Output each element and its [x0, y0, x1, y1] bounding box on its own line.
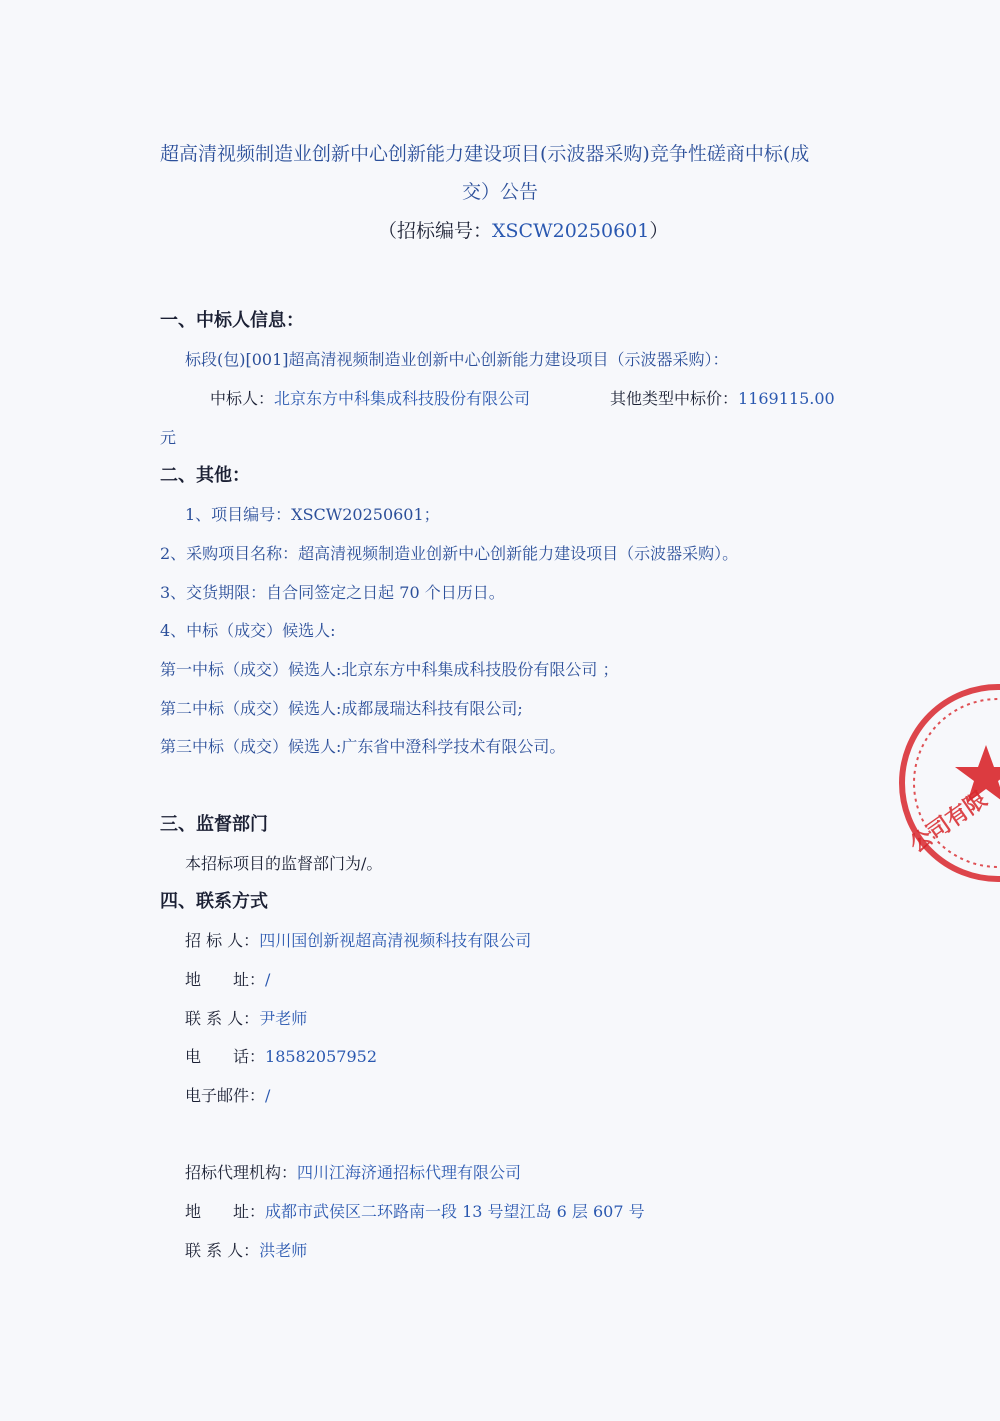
- winner-line: [210, 389, 530, 409]
- agency-value: 四川江海济通招标代理有限公司: [297, 1163, 522, 1182]
- title-line-1: 超高清视频制造业创新中心创新能力建设项目(示波器采购)竞争性磋商中标(成: [160, 143, 810, 165]
- agency-address-value: 成都市武侯区二环路南一段 13 号望江岛 6 层 607 号: [265, 1202, 645, 1221]
- contact-line: [185, 1009, 307, 1029]
- list-item: 第二中标（成交）候选人:成都晟瑞达科技有限公司;: [160, 699, 523, 718]
- contact-label: 联 系 人：: [185, 1009, 260, 1028]
- tenderer-line: [185, 931, 531, 951]
- agency-contact-line: [185, 1241, 307, 1261]
- red-star-seal-icon: [890, 683, 1000, 888]
- section-3-heading: 三、监督部门: [160, 814, 268, 835]
- price-label: 其他类型中标价：: [610, 389, 739, 408]
- address-label: 地 址：: [185, 970, 266, 989]
- tender-code-value: XSCW20250601: [492, 220, 650, 242]
- email-value: /: [265, 1086, 271, 1105]
- agency-address-line: [185, 1202, 645, 1222]
- phone-line: [185, 1047, 377, 1067]
- list-item: 2、采购项目名称：超高清视频制造业创新中心创新能力建设项目（示波器采购）。: [160, 544, 739, 563]
- list-item: 1、项目编号：XSCW20250601；: [185, 505, 440, 524]
- title-line-2: 交）公告: [462, 181, 539, 203]
- agency-contact-label: 联 系 人：: [185, 1241, 260, 1260]
- section-4-heading: 四、联系方式: [160, 891, 268, 912]
- agency-address-label: 地 址：: [185, 1202, 266, 1221]
- stamp-text: 公司有限: [905, 787, 992, 858]
- list-item: 3、交货期限：自合同签定之日起 70 个日历日。: [160, 583, 505, 602]
- price-unit: 元: [160, 428, 177, 447]
- price-line: [610, 389, 835, 409]
- phone-label: 电 话：: [185, 1047, 266, 1066]
- winner-value: 北京东方中科集成科技股份有限公司: [274, 389, 531, 408]
- list-item: 第一中标（成交）候选人:北京东方中科集成科技股份有限公司 ；: [160, 660, 619, 679]
- address-line: [185, 970, 270, 990]
- lot-line: 标段(包)[001]超高清视频制造业创新中心创新能力建设项目（示波器采购）：: [185, 350, 729, 369]
- tender-code-label: （招标编号：: [378, 220, 493, 242]
- address-value: /: [265, 970, 271, 989]
- price-value: 1169115.00: [738, 389, 835, 408]
- phone-value: 18582057952: [265, 1047, 377, 1066]
- supervision-text: 本招标项目的监督部门为/。: [185, 854, 383, 873]
- agency-contact-value: 洪老师: [259, 1241, 308, 1260]
- contact-value: 尹老师: [259, 1009, 308, 1028]
- tender-code: [378, 219, 668, 243]
- winner-label: 中标人：: [210, 389, 275, 408]
- email-label: 电子邮件：: [185, 1086, 266, 1105]
- email-line: [185, 1086, 270, 1106]
- list-item: 第三中标（成交）候选人:广东省中澄科学技术有限公司。: [160, 737, 566, 756]
- list-item: 4、中标（成交）候选人:: [160, 621, 336, 640]
- tenderer-value: 四川国创新视超高清视频科技有限公司: [259, 931, 532, 950]
- agency-line: [185, 1163, 521, 1183]
- tender-code-close: ）: [649, 220, 669, 242]
- section-1-heading: 一、中标人信息：: [160, 310, 304, 331]
- section-2-heading: 二、其他：: [160, 465, 250, 486]
- tenderer-label: 招 标 人：: [185, 931, 260, 950]
- agency-label: 招标代理机构：: [185, 1163, 298, 1182]
